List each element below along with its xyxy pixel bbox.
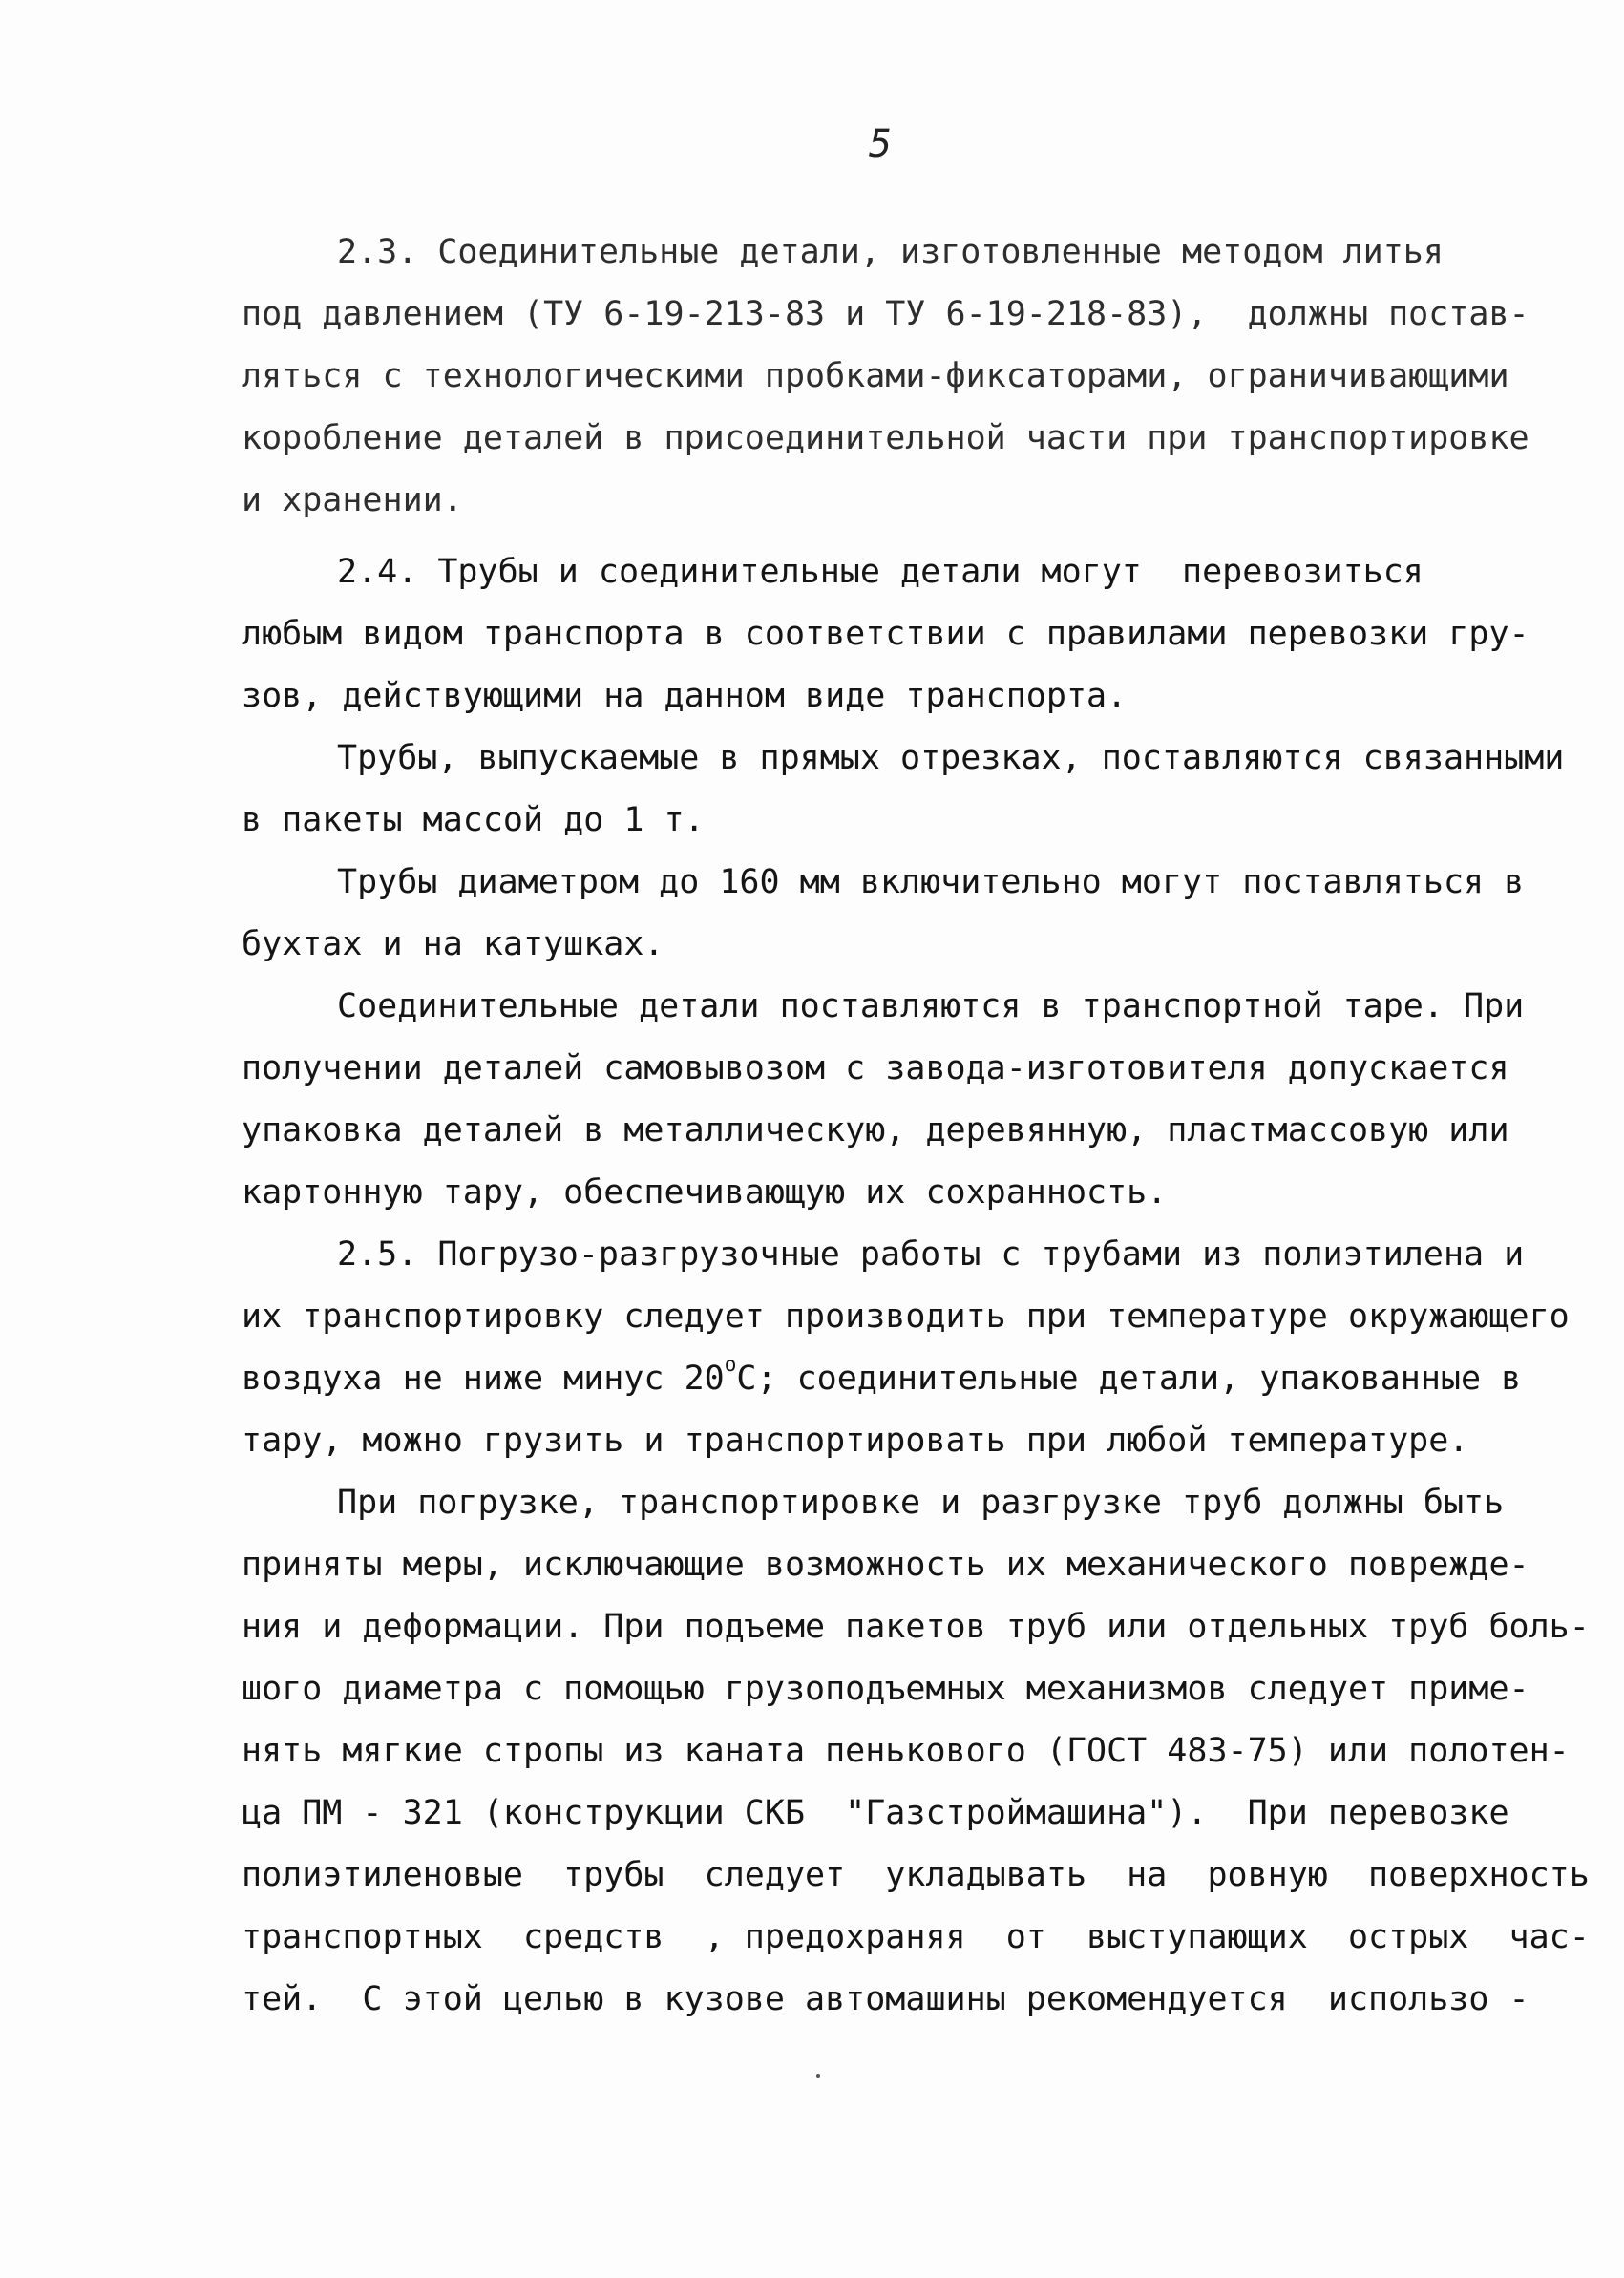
section-2-3-line-2: под давлением (ТУ 6-19-213-83 и ТУ 6-19-218-83), должны постав-	[242, 295, 1529, 333]
pipes-coils-line-1: Трубы диаметром до 160 мм включительно могут поставляться в	[337, 863, 1525, 901]
pipes-bundles-line-2: в пакеты массой до 1 т.	[242, 801, 705, 839]
section-2-3-line-1: 2.3. Соединительные детали, изготовленные методом литья	[337, 233, 1444, 271]
loading-measures-line-9: тей. С этой целью в кузове автомашины рекомендуется использо -	[242, 1980, 1529, 2018]
loading-measures-line-8: транспортных средств , предохраняя от выступающих острых час-	[242, 1918, 1590, 1956]
temperature-text: воздуха не ниже минус 20	[242, 1360, 725, 1398]
section-2-3-line-3: ляться с технологическими пробками-фиксаторами, ограничивающими	[242, 357, 1509, 395]
section-2-5-line-2: их транспортировку следует производить при температуре окружающего	[242, 1297, 1570, 1336]
section-2-5-line-3	[242, 1348, 1522, 1410]
section-2-3-line-5: и хранении.	[242, 481, 463, 519]
fittings-packaging-line-3: упаковка деталей в металлическую, деревянную, пластмассовую или	[242, 1111, 1509, 1150]
section-2-5-line-4: тару, можно грузить и транспортировать при любой температуре.	[242, 1422, 1469, 1460]
loading-measures-line-2: приняты меры, исключающие возможность их механического поврежде-	[242, 1546, 1529, 1584]
loading-measures-line-1: При погрузке, транспортировке и разгрузке труб должны быть	[337, 1484, 1505, 1522]
body-text	[242, 221, 1590, 2031]
loading-measures-line-5: нять мягкие стропы из каната пенькового (ГОСТ 483-75) или полотен-	[242, 1732, 1570, 1770]
section-2-4-line-3: зов, действующими на данном виде транспорта.	[242, 677, 1128, 715]
degree-superscript: о	[724, 1353, 737, 1377]
temperature-rest-text: С; соединительные детали, упакованные в	[736, 1360, 1522, 1398]
loading-measures-line-7: полиэтиленовые трубы следует укладывать на ровную поверхность	[242, 1856, 1590, 1894]
section-2-5-line-1: 2.5. Погрузо-разгрузочные работы с трубами из полиэтилена и	[337, 1235, 1525, 1274]
fittings-packaging-line-4: картонную тару, обеспечивающую их сохранность.	[242, 1173, 1168, 1212]
page-number: 5	[869, 122, 893, 166]
loading-measures-line-4: шого диаметра с помощью грузоподъемных механизмов следует приме-	[242, 1670, 1529, 1708]
loading-measures-line-6: ца ПМ - 321 (конструкции СКБ "Газстроймашина"). При перевозке	[242, 1794, 1509, 1832]
fittings-packaging-line-1: Соединительные детали поставляются в транспортной таре. При	[337, 987, 1525, 1025]
section-2-4-line-1: 2.4. Трубы и соединительные детали могут перевозиться	[337, 553, 1424, 591]
section-2-4-line-2: любым видом транспорта в соответствии с правилами перевозки гру-	[242, 615, 1529, 653]
loading-measures-line-3: ния и деформации. При подъеме пакетов труб или отдельных труб боль-	[242, 1608, 1590, 1646]
section-2-3-line-4: коробление деталей в присоединительной части при транспортировке	[242, 419, 1529, 457]
pipes-bundles-line-1: Трубы, выпускаемые в прямых отрезках, поставляются связанными	[337, 739, 1565, 777]
scan-speck	[816, 2074, 820, 2078]
pipes-coils-line-2: бухтах и на катушках.	[242, 925, 664, 963]
fittings-packaging-line-2: получении деталей самовывозом с завода-изготовителя допускается	[242, 1049, 1509, 1087]
